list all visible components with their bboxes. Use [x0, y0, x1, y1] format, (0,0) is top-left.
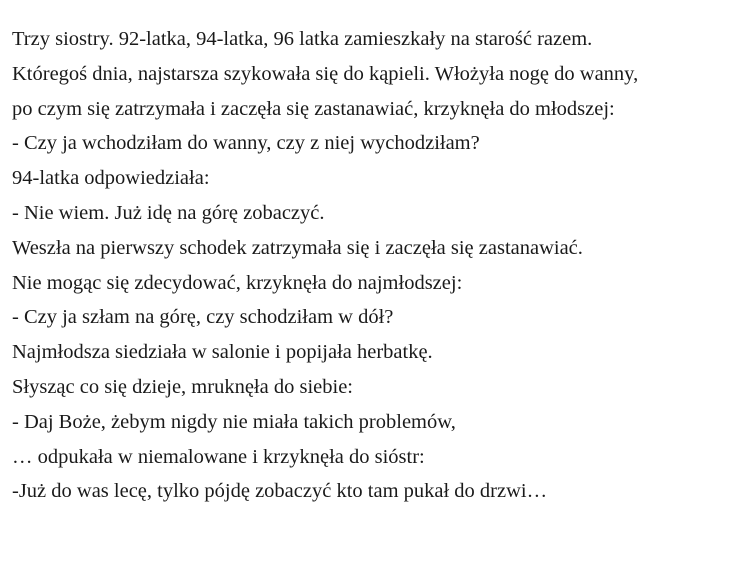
text-line: Nie mogąc się zdecydować, krzyknęła do najmłodszej:	[12, 271, 463, 294]
joke-text	[12, 22, 740, 509]
text-line: -Już do was lecę, tylko pójdę zobaczyć kto tam pukał do drzwi…	[12, 480, 548, 503]
text-line: - Czy ja szłam na górę, czy schodziłam w dół?	[12, 306, 394, 329]
text-line: 94-latka odpowiedziała:	[12, 167, 210, 190]
text-line: … odpukała w niemalowane i krzyknęła do sióstr:	[12, 445, 425, 468]
text-line: - Daj Boże, żebym nigdy nie miała takich problemów,	[12, 410, 456, 433]
text-line: - Nie wiem. Już idę na górę zobaczyć.	[12, 201, 325, 224]
text-line: Najmłodsza siedziała w salonie i popijała herbatkę.	[12, 341, 433, 364]
text-line: Trzy siostry. 92-latka, 94-latka, 96 latka zamieszkały na starość razem.	[12, 28, 593, 50]
text-line: - Czy ja wchodziłam do wanny, czy z niej wychodziłam?	[12, 132, 480, 155]
text-line: po czym się zatrzymała i zaczęła się zastanawiać, krzyknęła do młodszej:	[12, 97, 615, 120]
text-line: Któregoś dnia, najstarsza szykowała się do kąpieli. Włożyła nogę do wanny,	[12, 62, 639, 85]
text-line: Weszła na pierwszy schodek zatrzymała się i zaczęła się zastanawiać.	[12, 236, 583, 259]
text-line: Słysząc co się dzieje, mruknęła do siebie:	[12, 375, 353, 398]
